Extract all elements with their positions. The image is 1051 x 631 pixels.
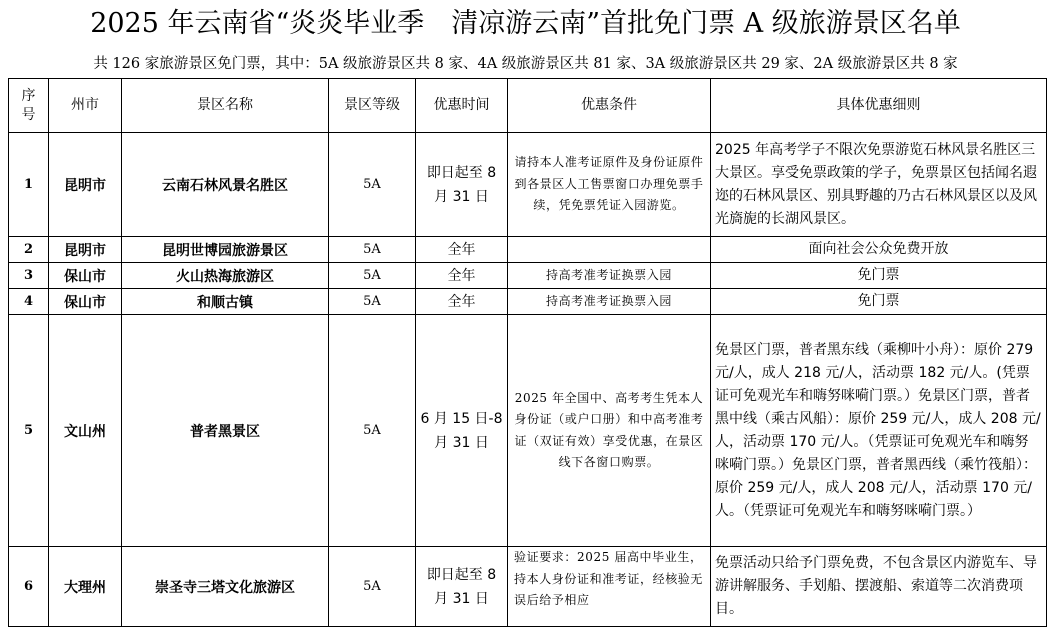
row-time: 6 月 15 日-8 月 31 日 <box>416 315 508 547</box>
row-time: 即日起至 8 月 31 日 <box>416 547 508 627</box>
table-row <box>9 237 1047 263</box>
header-name: 景区名称 <box>122 79 329 133</box>
table-row <box>9 289 1047 315</box>
row-detail: 面向社会公众免费开放 <box>711 237 1047 263</box>
table-header-row <box>9 79 1047 133</box>
row-name: 火山热海旅游区 <box>122 263 329 289</box>
row-detail: 免门票 <box>711 263 1047 289</box>
row-name: 和顺古镇 <box>122 289 329 315</box>
row-city: 保山市 <box>49 263 122 289</box>
row-city: 昆明市 <box>49 133 122 237</box>
row-no: 4 <box>9 289 49 315</box>
row-no: 5 <box>9 315 49 547</box>
table-row <box>9 315 1047 547</box>
page-title: 2025 年云南省“炎炎毕业季 清凉游云南”首批免门票 A 级旅游景区名单 <box>90 8 961 39</box>
header-time: 优惠时间 <box>416 79 508 133</box>
row-name: 崇圣寺三塔文化旅游区 <box>122 547 329 627</box>
row-level: 5A <box>329 237 416 263</box>
row-level: 5A <box>329 315 416 547</box>
row-name: 云南石林风景名胜区 <box>122 133 329 237</box>
table-row <box>9 547 1047 627</box>
header-city: 州市 <box>49 79 122 133</box>
row-cond: 验证要求：2025 届高中毕业生，持本人身份证和准考证，经核验无误后给予相应 <box>508 547 711 627</box>
row-cond: 持高考准考证换票入园 <box>508 263 711 289</box>
row-detail: 免景区门票，普者黑东线（乘柳叶小舟）：原价 279 元/人，成人 218 元/人，活动票 182 元/人。(凭票证可免观光车和嗨努咪嗬门票。）免景区门票，普者黑中线（乘古风船）：原价 259 元/人，成人 208 元/人，活动票 170 元/人。（凭票证可免观光车和嗨努咪嗬门票。）免景区门票，普者黑西线（乘竹筏船）：原价 259 元/人，成人 208 元/人，活动票 170 元/人。（凭票证可免观光车和嗨努咪嗬门票。） <box>711 315 1047 547</box>
row-level: 5A <box>329 263 416 289</box>
scenic-spot-table <box>8 78 1047 627</box>
row-city: 保山市 <box>49 289 122 315</box>
row-no: 2 <box>9 237 49 263</box>
row-time: 全年 <box>416 289 508 315</box>
row-detail: 2025 年高考学子不限次免票游览石林风景名胜区三大景区。享受免票政策的学子，免票景区包括闻名遐迩的石林风景区、别具野趣的乃古石林风景区以及风光旖旎的长湖风景区。 <box>711 133 1047 237</box>
table-row <box>9 263 1047 289</box>
row-no: 6 <box>9 547 49 627</box>
header-level: 景区等级 <box>329 79 416 133</box>
row-time: 即日起至 8 月 31 日 <box>416 133 508 237</box>
row-level: 5A <box>329 289 416 315</box>
row-name: 昆明世博园旅游景区 <box>122 237 329 263</box>
row-cond: 持高考准考证换票入园 <box>508 289 711 315</box>
page-subtitle: 共 126 家旅游景区免门票，其中：5A 级旅游景区共 8 家、4A 级旅游景区共 81 家、3A 级旅游景区共 29 家、2A 级旅游景区共 8 家 <box>93 56 958 72</box>
header-detail: 具体优惠细则 <box>711 79 1047 133</box>
header-no: 序号 <box>9 79 49 133</box>
row-time: 全年 <box>416 237 508 263</box>
row-no: 1 <box>9 133 49 237</box>
row-city: 大理州 <box>49 547 122 627</box>
row-cond <box>508 237 711 263</box>
row-city: 昆明市 <box>49 237 122 263</box>
row-city: 文山州 <box>49 315 122 547</box>
row-time: 全年 <box>416 263 508 289</box>
row-cond: 2025 年全国中、高考考生凭本人身份证（或户口册）和中高考准考证（双证有效）享受优惠，在景区线下各窗口购票。 <box>508 315 711 547</box>
row-no: 3 <box>9 263 49 289</box>
row-level: 5A <box>329 547 416 627</box>
row-level: 5A <box>329 133 416 237</box>
header-cond: 优惠条件 <box>508 79 711 133</box>
row-detail: 免门票 <box>711 289 1047 315</box>
row-cond: 请持本人准考证原件及身份证原件到各景区人工售票窗口办理免票手续，凭免票凭证入园游览。 <box>508 133 711 237</box>
row-detail: 免票活动只给予门票免费，不包含景区内游览车、导游讲解服务、手划船、摆渡船、索道等二次消费项目。 <box>711 547 1047 627</box>
table-row <box>9 133 1047 237</box>
row-name: 普者黑景区 <box>122 315 329 547</box>
